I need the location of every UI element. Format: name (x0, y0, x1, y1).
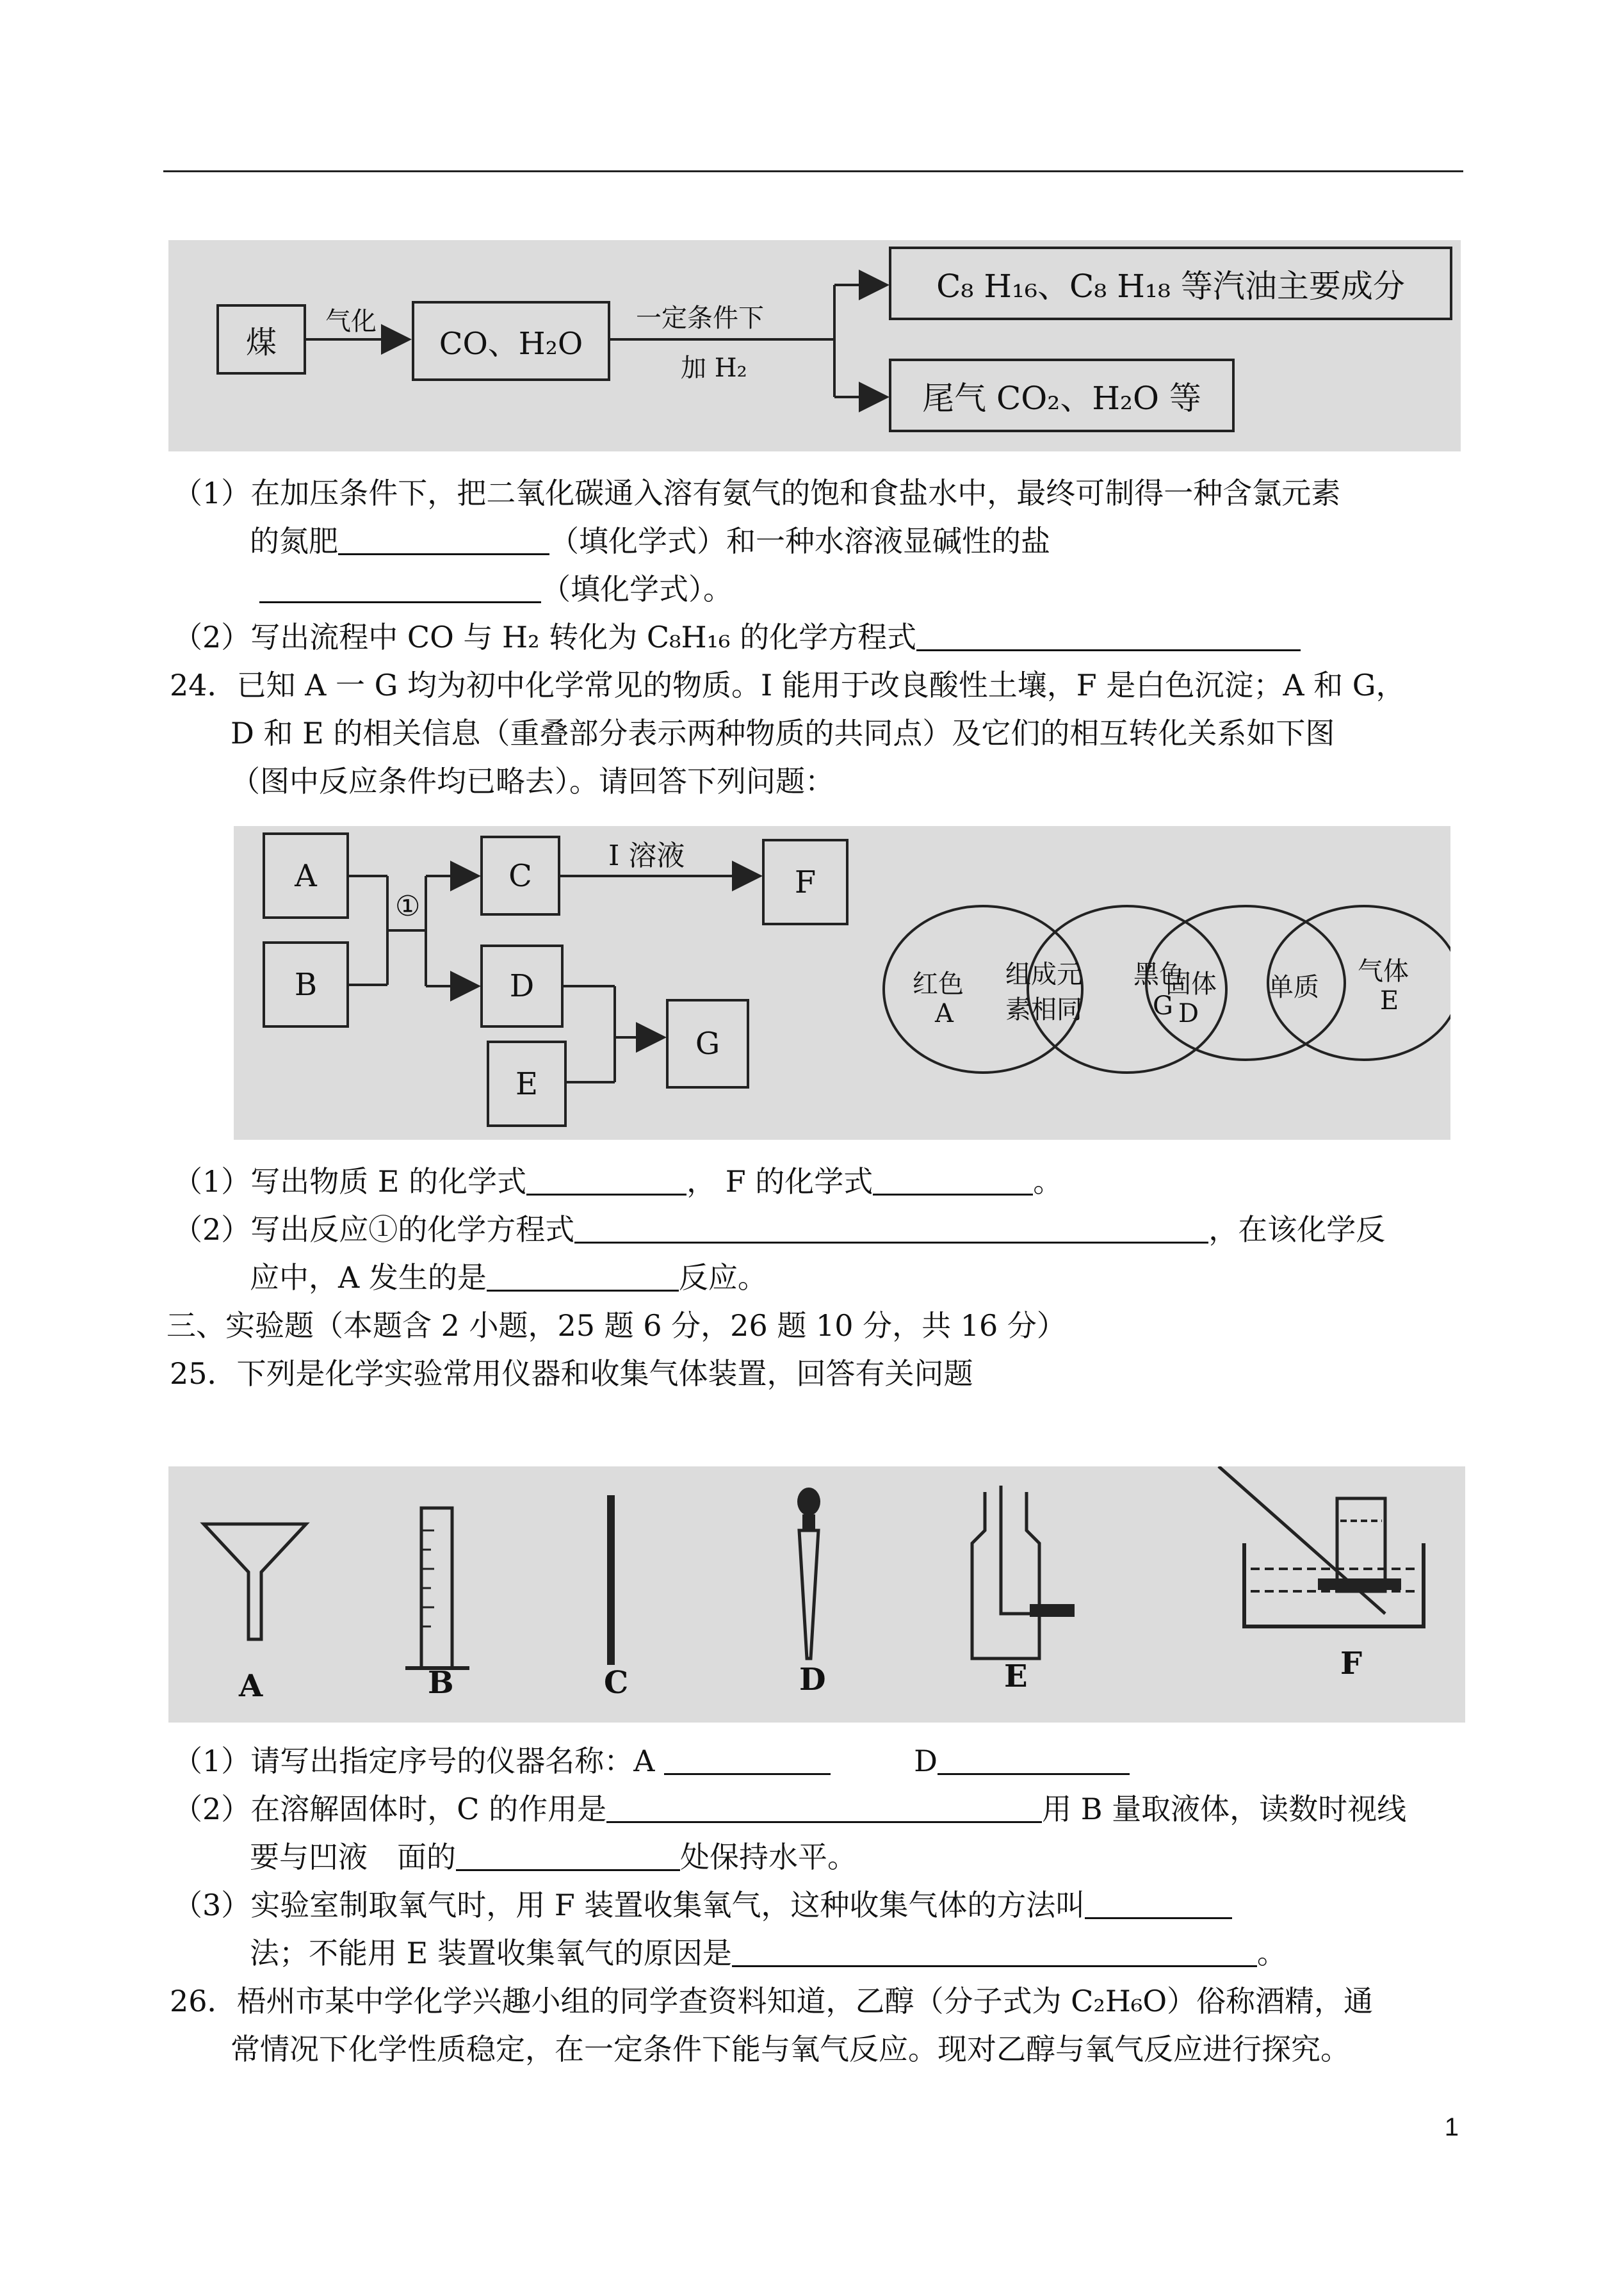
reaction-1-label: ① (395, 890, 421, 923)
box-g: G (666, 999, 749, 1089)
q23-p1-text-c: （填化学式）。 (541, 572, 733, 606)
q26-stem-1: 26．梧州市某中学化学兴趣小组的同学查资料知道，乙醇（分子式为 C₂H₆O）俗称酒精，通 (170, 1984, 1374, 2018)
q25-blank-meniscus[interactable] (456, 1841, 680, 1871)
q25-p3-text-a: （3）实验室制取氧气时，用 F 装置收集氧气，这种收集气体的方法叫 (173, 1888, 1085, 1922)
apparatus-label-e: E (1004, 1658, 1028, 1694)
coal-flow-arrows (168, 240, 1461, 451)
q25-p2-text-a: （2）在溶解固体时，C 的作用是 (173, 1792, 607, 1826)
q25-p3b-text-a: 法；不能用 E 装置收集氧气的原因是 (250, 1936, 732, 1970)
q23-p1-text-b: （填化学式）和一种水溶液显碱性的盐 (549, 524, 1050, 558)
apparatus-figure (168, 1466, 1465, 1723)
apparatus-label-c: C (604, 1665, 629, 1701)
box-b: B (263, 941, 349, 1028)
venn-red-label: 红色 (913, 969, 964, 999)
q24-stem-1: 24．已知 A 一 G 均为初中化学常见的物质。I 能用于改良酸性土壤，F 是白色沉淀；A 和 G， (170, 668, 1406, 702)
section-3-title: 三、实验题（本题含 2 小题，25 题 6 分，26 题 10 分，共 16 分） (166, 1308, 1066, 1343)
q24-p2-text-a: （2）写出反应①的化学方程式 (173, 1212, 575, 1247)
venn-d-label: D (1178, 999, 1199, 1028)
q25-p2-text-b: 用 B 量取液体，读数时视线 (1042, 1792, 1407, 1826)
q23-p2-text: （2）写出流程中 CO 与 H₂ 转化为 C₈H₁₆ 的化学方程式 (173, 620, 917, 654)
apparatus-label-d: D (799, 1662, 826, 1698)
q25-p3b-text-b: 。 (1256, 1936, 1287, 1970)
venn-simple-label: 单质 (1268, 973, 1319, 1002)
box-f: F (762, 839, 849, 925)
i-solution-label: I 溶液 (608, 839, 685, 872)
dropper-icon (797, 1488, 820, 1658)
q25-p1-line (173, 1742, 1130, 1780)
q24-p1-line (173, 1162, 1062, 1201)
q24-stem-2: D 和 E 的相关信息（重叠部分表示两种物质的共同点）及它们的相互转化关系如下图 (231, 716, 1335, 750)
q23-blank-2[interactable] (259, 573, 541, 603)
q23-p2-line (173, 618, 1301, 656)
box-a: A (263, 832, 349, 919)
q25-blank-c-role[interactable] (606, 1793, 1042, 1823)
box-c: C (480, 836, 560, 916)
gasify-label: 气化 (325, 307, 377, 336)
apparatus-label-b: B (428, 1665, 454, 1701)
q25-p1-text-a: （1）请写出指定序号的仪器名称：A (173, 1744, 655, 1778)
q24-p1-text-c: 。 (1033, 1164, 1063, 1199)
q24-p1-text-b: ， F 的化学式 (686, 1164, 873, 1199)
apparatus-label-a: A (239, 1668, 263, 1704)
venn-g-label: G (1153, 991, 1173, 1021)
relation-figure (234, 826, 1450, 1140)
q23-p1-line3 (259, 570, 733, 608)
q25-blank-d[interactable] (938, 1745, 1130, 1775)
gasoline-box: C₈ H₁₆、C₈ H₁₈ 等汽油主要成分 (889, 247, 1452, 320)
q24-p2-text-b: ，在该化学反 (1208, 1212, 1386, 1247)
venn-a-label: A (935, 999, 954, 1028)
q23-p1-line2 (250, 522, 1050, 560)
box-e: E (487, 1041, 567, 1127)
co-h2o-box: CO、H₂O (412, 301, 610, 381)
coal-box: 煤 (216, 304, 306, 375)
q24-p1-text-a: （1）写出物质 E 的化学式 (173, 1164, 527, 1199)
venn-same-elem-1: 组成元 (1005, 960, 1082, 989)
q25-p3-line (173, 1886, 1232, 1924)
coal-flow-figure (168, 240, 1461, 451)
venn-same-elem-2: 素相同 (1005, 995, 1082, 1025)
venn-gas-label: 气体 (1358, 957, 1409, 986)
add-h2-label: 加 H₂ (681, 353, 747, 383)
q24-p2b-line (250, 1258, 767, 1297)
q24-blank-reaction[interactable] (487, 1261, 679, 1292)
q26-stem-2: 常情况下化学性质稳定，在一定条件下能与氧气反应。现对乙醇与氧气反应进行探究。 (231, 2032, 1350, 2066)
q25-blank-a[interactable] (664, 1745, 831, 1775)
q25-p2b-text-b: 处保持水平。 (680, 1840, 857, 1874)
graduated-cylinder-icon (405, 1508, 469, 1668)
q25-p2b-text-a: 要与凹液 面的 (250, 1840, 456, 1874)
q24-blank-equation[interactable] (574, 1213, 1208, 1244)
q24-p2b-text-a: 应中，A 发生的是 (250, 1260, 487, 1295)
q25-blank-reason[interactable] (732, 1937, 1257, 1967)
q24-stem-3: （图中反应条件均已略去）。请回答下列问题： (231, 764, 834, 799)
venn-solid-label: 固体 (1165, 969, 1217, 999)
q23-blank-1[interactable] (338, 525, 549, 555)
q25-p3b-line (250, 1934, 1287, 1972)
apparatus-label-f: F (1340, 1646, 1363, 1682)
exhaust-box: 尾气 CO₂、H₂O 等 (889, 359, 1235, 432)
box-d: D (480, 945, 564, 1028)
q24-p2b-text-b: 反应。 (678, 1260, 767, 1295)
q24-blank-e[interactable] (526, 1165, 686, 1196)
q23-p1-line1: （1）在加压条件下，把二氧化碳通入溶有氨气的饱和食盐水中，最终可制得一种含氯元素 (173, 476, 1341, 510)
q25-p1-text-d: D (914, 1744, 938, 1778)
page-number: 1 (1444, 2113, 1459, 2141)
gas-bottle-icon (972, 1486, 1075, 1658)
venn-e-label: E (1380, 986, 1399, 1016)
q25-blank-method[interactable] (1085, 1889, 1232, 1919)
water-trough-icon (1219, 1466, 1424, 1626)
q23-p1-text-a: 的氮肥 (250, 524, 338, 558)
q25-stem: 25．下列是化学实验常用仪器和收集气体装置，回答有关问题 (170, 1356, 973, 1391)
glass-rod-icon (607, 1495, 615, 1665)
q25-p2b-line (250, 1838, 857, 1876)
funnel-icon (204, 1524, 306, 1639)
q25-p2-line (173, 1790, 1406, 1828)
venn-black-label: 黑色 (1133, 960, 1185, 989)
header-rule (163, 170, 1463, 172)
q24-p2-line (173, 1210, 1385, 1249)
q24-blank-f[interactable] (873, 1165, 1033, 1196)
q23-blank-3[interactable] (916, 621, 1301, 651)
condition-label: 一定条件下 (636, 304, 764, 333)
